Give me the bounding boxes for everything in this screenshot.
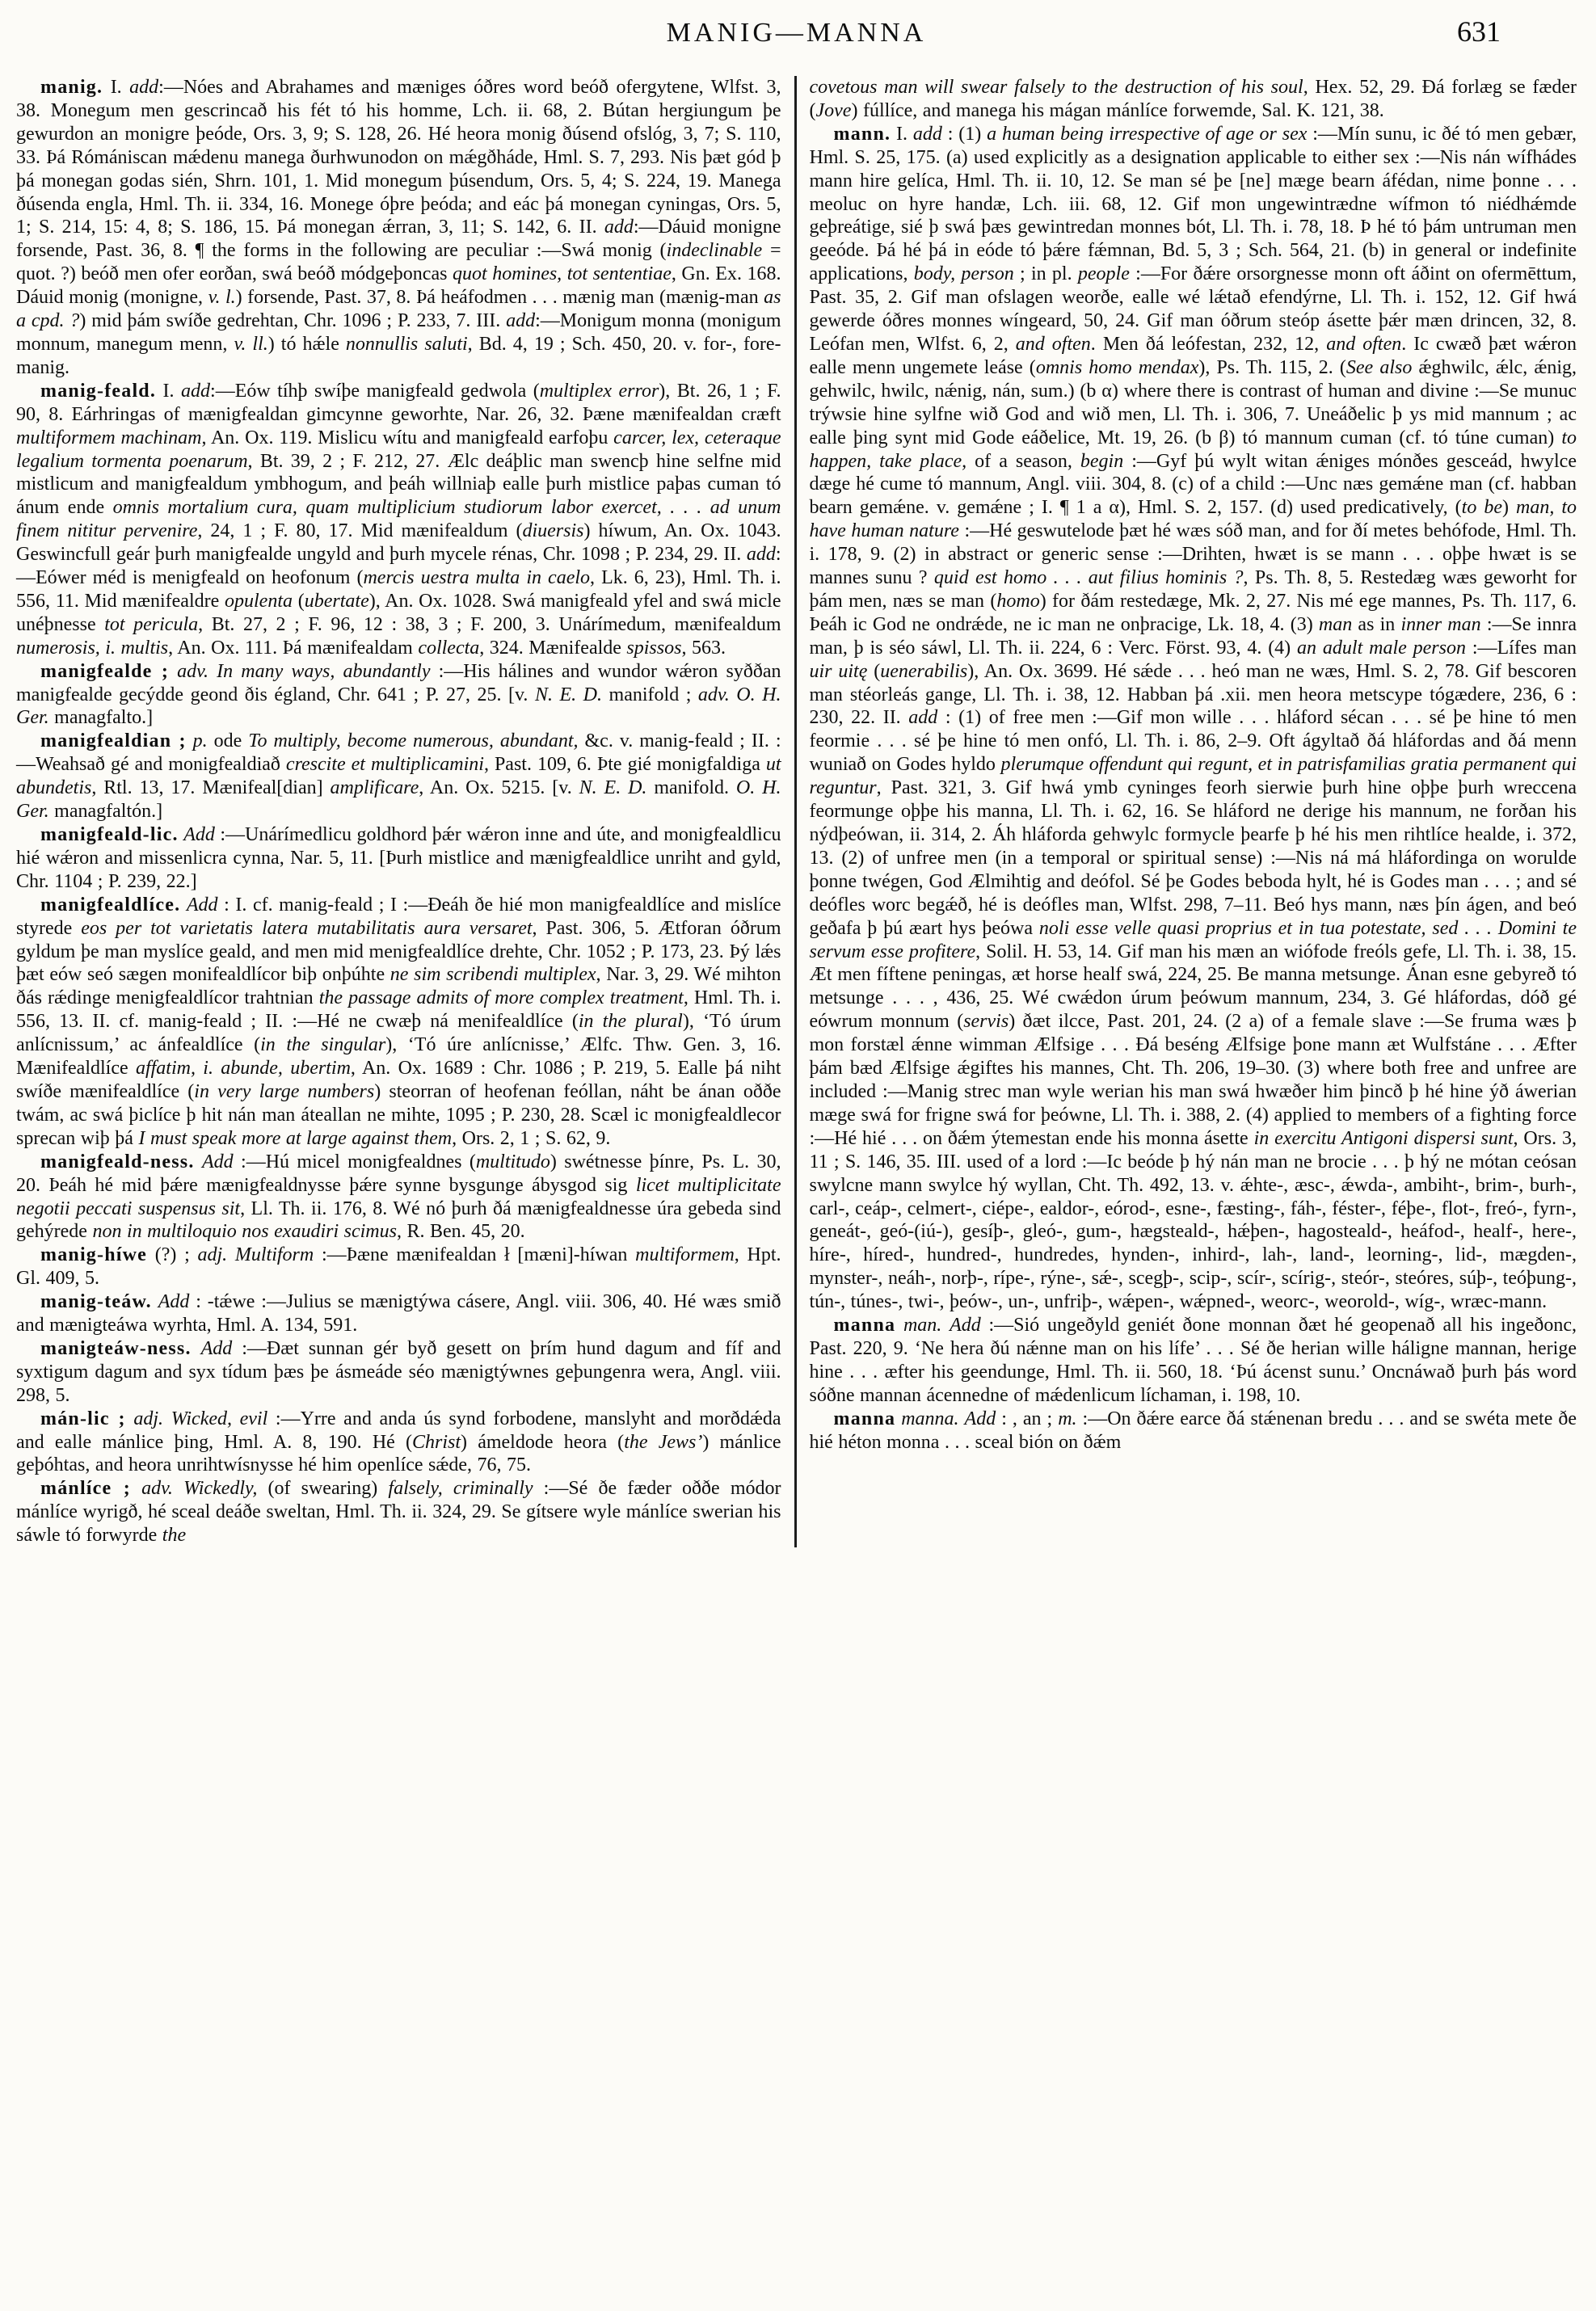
italic-text: I must speak more at large against them [138, 1127, 453, 1149]
italic-text: Add [950, 1315, 981, 1337]
running-title: MANIG—MANNA [666, 18, 927, 48]
body-text: , Hml. Th. i. 556, 13. II. cf. manig-feald ; II. :—Hé ne cwæþ ná menifealdlíce ( [16, 987, 781, 1033]
italic-text: m. [1058, 1408, 1077, 1429]
italic-text: an adult male person [1297, 637, 1466, 659]
body-text: :—His hálines and wundor wǽron syððan manigfealde gecýdde geond ðis égland, Chr. 641 ; P. 27, 25. [v. [16, 660, 781, 705]
entry-manigfealde [16, 660, 781, 730]
body-text: ) tó hǽle [267, 333, 346, 355]
italic-text: to be [1461, 497, 1502, 519]
italic-text: diuersis [522, 520, 584, 542]
italic-text: crescite et multiplicamini [285, 754, 484, 776]
body-text: :—Eówer méd is menigfeald on heofonum ( [16, 544, 781, 589]
headword: manna [833, 1315, 896, 1337]
body-text: I. [156, 380, 182, 402]
body-text: , Past. 321, 3. Gif hwá ymb cyninges feorh sierwie þurh hine oþþe þurh wreccena feormunge oþþe his manna, Ll. Th. i. 62, 16. Se hláford ne derige his mannum, ne forðan his nýdþeówan, ii. 314, 2. Áh hláforda gehwylc formycle þearfe þ hé his men rihtlíce healde, i. 372, 13. (2) of unfree men (in a temporal or spiritual sense) :—Nis ná má hláfordinga on worulde þonne twégen, God Ælmihtig and deófol. Sé þe Godes beboda hylt, hé is Godes man . . . ; and sé deófles worc begǽð, hé is deófles man, Wlfst. 298, 7–11. Beó hys mann, næs þín ágen, and beó geðafa þ þú æart hys þeówa [809, 777, 1577, 939]
italic-text: in exercitu Antigoni dispersi sunt [1253, 1127, 1514, 1149]
body-text [173, 1478, 183, 1499]
italic-text: Jove [815, 99, 852, 121]
body-text: ) [1502, 497, 1516, 519]
entry-manigfeald-ness [16, 1151, 781, 1244]
italic-text: the passage admits of more complex treatment [318, 987, 684, 1009]
body-text: of a season, [966, 450, 1080, 472]
italic-text: add [604, 217, 634, 238]
body-text: : I. cf. manig-feald ; I :—Ðeáh ðe hié mon manigfealdlíce and mislíce styrede [16, 894, 781, 939]
italic-text: To multiply, become numerous, abundant, [248, 730, 579, 752]
body-text: ), An. Ox. 1028. Swá manigfeald yfel and swá micle unéþnesse [16, 590, 781, 635]
body-text: , R. Ben. 45, 20. [396, 1221, 525, 1243]
italic-text: quot homines, tot sententiae [452, 263, 672, 285]
italic-text: p. [192, 730, 208, 752]
headword: manigfeald-lic. [40, 824, 179, 845]
italic-text: Add [186, 894, 218, 916]
body-text: ), ‘Tó úre anlícnisse,’ Ælfc. Thw. Gen. 3, 16. Mænifealdlíce [16, 1034, 781, 1080]
italic-text: collecta [418, 637, 480, 659]
body-text: ) fúllíce, and manega his mágan mánlíce forwemde, Sal. K. 121, 38. [851, 99, 1384, 121]
body-text: (of swearing) [257, 1478, 389, 1500]
italic-text: mercis uestra multa in caelo [363, 567, 591, 589]
body-text: ) for ðám restedæge, Mk. 2, 27. Nis mé ege mannes, Ps. Th. 117, 6. Þeáh ic God ne ondrǽde, ne ic man ne onþracige, Lk. 18, 4. (3) [809, 590, 1577, 635]
body-text: :—Gyf þú wylt witan ǽniges mónðes gesceád, hwylce dæge hé cume tó mannum, Angl. viii. 304, 8. (c) of a child :—Unc næs gemǽne man (cf. habban bearn gemǽne. v. gemǽne ; I. ¶ 1 a α), Hml. S. 2, 157. (d) used predicatively, ( [809, 450, 1577, 519]
text-columns [16, 76, 1577, 1547]
italic-text: plerumque offendunt qui regunt, et in patrisfamilias gratia permanent qui reguntur [809, 754, 1577, 799]
headword: mánlíce ; [40, 1478, 131, 1500]
body-text: ) swétnesse þínre, Ps. L. 30, 20. Þeáh hé mid þǽre mænigfealdnysse þǽre synne bysgunge ábysgod sig [16, 1151, 781, 1196]
italic-text: man. [903, 1315, 942, 1337]
body-text: , Hex. 52, 29. Ðá forlæg se fæder ( [809, 77, 1577, 121]
body-text: :—Monigum monna (monigum monnum, manegum menn, [16, 310, 781, 355]
body-text: ) steorran of heofenan feóllan, náht be ánan oððe twám, ac swá þiclíce þ hit nán man áteallan ne mihte, 1095 ; P. 230, 28. Scæl ic monigfealdlecor sprecan wiþ þá [16, 1080, 781, 1149]
body-text: ), Ps. Th. 115, 2. ( [1198, 356, 1346, 378]
body-text: ( [293, 590, 305, 612]
body-text [163, 1408, 171, 1429]
body-text: , Solil. H. 53, 14. Gif man his mæn an wiófode freóls gefe, Ll. Th. i. 38, 15. Æt men fíftene peningas, æt horse healf swá, 224, 25. Be manna metsunge. Ánan esne gebyreð tó metsunge . . . , 436, 25. Wé cwǽdon úrum þeówum mannum, 234, 3. Gé hláfordas, dóð gé eówrum monnum ( [809, 941, 1577, 1033]
italic-text: Christ [411, 1431, 461, 1453]
italic-text: v. l. [208, 287, 236, 309]
body-text [208, 661, 217, 682]
italic-text: multiformem [635, 1244, 735, 1266]
italic-text: ubertate [304, 590, 369, 612]
italic-text: adj. [133, 1408, 164, 1429]
body-text: : -tǽwe :—Julius se mænigtýwa cásere, Angl. viii. 306, 40. Hé wæs smið and mænigteáwa wyrhta, Hml. A. 134, 591. [16, 1291, 781, 1337]
italic-text: add [129, 77, 159, 98]
body-text: :—Nóes and Abrahames and mæniges óðres word beóð ofergytene, Wlfst. 3, 38. Monegum men gescrincað his fét tó his homme, Lch. ii. 68, 2. Bútan hergiungum þe gewurdon an monigre þeóde, Ors. 3, 9; S. 128, 26. Hé heora monig ðúsend ofslóg, 3, 7; S. 110, 33. Þá Rómániscan mǽdenu manega ðurhwunodon on mǽgðháde, Hml. S. 7, 293. Nis þæt gód þ þá monegan godas sién, Shrn. 101, 1. Mid monegum þúsendum, Ors. 5, 4; S. 224, 19. Manega ðúsenda engla, Hml. Th. ii. 334, 16. Monege óþre þeóda; and eác þá monegan cyningas, Ors. 5, 1; S. 214, 15: 4, 8; S. 186, 15. Þá monegan ǽrran, 3, 11; S. 142, 6. II. [16, 77, 781, 238]
body-text: :—Sió ungeðyld geniét ðone monnan ðæt hé geopenað all his ingeðonc, Past. 220, 9. ‘Ne hera ðú nǽnne man on his lífe’ . . . Sé ðe herian wille háligne mannan, herige hine . . . æfter his geendunge, Hml. Th. ii. 560, 18. ‘Þú ácenst sunu.’ Oncnáwað þurh þás word sóðne mannan ácennedne of mǽdenlicum líchaman, i. 198, 10. [809, 1315, 1577, 1406]
entry-manigteaw-ness [16, 1337, 781, 1408]
body-text: ) híwum, An. Ox. 1043. Geswincfull geár þurh manigfealde ungyld and þurh mycele rénas, Chr. 1098 ; P. 234, 29. II. [16, 520, 781, 566]
italic-text: In many ways, abundantly [217, 660, 431, 682]
italic-text: falsely, criminally [388, 1478, 533, 1500]
italic-text: add [746, 544, 776, 566]
italic-text: N. E. D. [579, 777, 647, 799]
body-text: :—On ðǽre earce ðá stǽnenan bredu . . . and se swéta mete ðe hié héton monna . . . sceal bión on ðǽm [809, 1408, 1577, 1453]
body-text: , Ors. 3, 11 ; S. 146, 35. III. used of a lord :—Ic beóde þ hý nán man ne brocie . . . þ hý ne mótan ceósan swylcne mann swylce hý wyllan, Cht. Th. 492, 13. v. ǽhte-, æsc-, ǽwda-, ambiht-, brim-, burh-, carl-, ceáp-, celmert-, ciépe-, ealdor-, eórod-, esne-, fæsting-, fáh-, féster-, féþe-, flot-, freó-, fyrn-, geneát-, geó-(iú-), gesíþ-, gleó-, gum-, hægsteald-, hǽþen-, hagosteald-, heáfod-, healf-, here-, híre-, híred-, hundred-, hundredes, hynden-, inhird-, lah-, land-, leorning-, lid-, mægden-, mynster-, neáh-, norþ-, rípe-, rýne-, sǽ-, scegþ-, scip-, scír-, scírig-, steór-, steóres, súþ-, teóþung-, tún-, túnes-, twi-, þeów-, un-, unfriþ-, wǽpen-, wǽpned-, weorc-, weorold-, wíg-, wræc-mann. [809, 1127, 1577, 1313]
body-text: :—Þæne mænifealdan ł [mæni]-híwan [314, 1244, 636, 1266]
body-text [169, 661, 177, 682]
body-text: , Ors. 2, 1 ; S. 62, 9. [452, 1127, 611, 1149]
body-text: : (1) of free men :—Gif mon wille . . . hláford sécan . . . sé þe hine tó men feormie . . . sé þe hine tó men onfó, Ll. Th. i. 86, 2–9. Oft ágyltað ðá hláfordas and ðá menn wuniað on Godes hyldo [809, 707, 1577, 776]
italic-text: ne sim scribendi multiplex [390, 964, 596, 986]
headword: manig-feald. [40, 380, 157, 402]
italic-text: in very large numbers [194, 1080, 375, 1102]
italic-text: carcer, lex, ceteraque legalium tormenta poenarum [16, 427, 781, 472]
body-text: ) mid þám swíðe gedrehtan, Chr. 1096 ; P. 233, 7. III. [79, 310, 507, 332]
body-text: ǽghwilc, ǽlc, ǽnig, gehwilc, hwilc, nǽnig, nán, sum.) (b α) where there is contrast of human and divine :—Se munuc trýwsie hine sylfne wið God and wið men, Ll. Th. i. 306, 7. Uneáðelic þ ys mid mannum ; ac ealle þing synt mid Gode eáðelice, Mt. 19, 26. (b β) tó mannum cuman (cf. tó túne cuman) [809, 356, 1577, 448]
column-right [797, 76, 1577, 1547]
italic-text: Add [964, 1408, 996, 1429]
italic-text: omnis mortalium cura, quam multiplicium studiorum labor exercet, . . . ad unum finem nititur pervenire [16, 497, 781, 542]
body-text: , An. Ox. 1689 : Chr. 1086 ; P. 219, 5. Ealle þá niht swíðe mænifealdlíce ( [16, 1058, 781, 1102]
italic-text: manna. [901, 1408, 959, 1429]
entry-manna-man [810, 1314, 1577, 1408]
body-text: :—Hú micel monigfealdnes ( [233, 1151, 476, 1172]
body-text: as in [1352, 613, 1401, 635]
italic-text: in the singular [260, 1034, 386, 1056]
body-text: :—Unárímedlicu goldhord þǽr wǽron inne and úte, and monigfealdlicu hié wǽron and missenlicra cynna, Nar. 5, 11. [Þurh mistlice and mænigfealdlice unriht and gyld, Chr. 1104 ; P. 239, 22.] [16, 824, 781, 892]
body-text: , Past. 306, 5. Ætforan óðrum gyldum þe man myslíce geald, and men mid menigfealdlíce drehte, Chr. 1052 ; P. 173, 23. Þý lǽs þæt eów seó sægen monifealdlícor biþ onþúhte [16, 917, 781, 986]
body-text [131, 1478, 141, 1499]
italic-text: numerosis, i. multis [16, 637, 169, 659]
body-text: , Bd. 4, 19 ; Sch. 450, 20. v. for-, fore-manig. [16, 333, 781, 378]
italic-text: quid est homo . . . aut filius hominis ? [933, 567, 1244, 589]
italic-text: body, person [913, 263, 1014, 285]
body-text: : , an ; [996, 1408, 1059, 1429]
italic-text: adv. O. H. Ger. [16, 684, 781, 729]
italic-text: man [1318, 613, 1353, 635]
italic-text: O. H. Ger. [16, 777, 781, 823]
headword: manigfealdian ; [40, 730, 187, 752]
headword: manigfealdlíce. [40, 894, 181, 916]
headword: manigfealde ; [40, 660, 170, 682]
body-text: , An. Ox. 119. Mislicu wítu and manigfeald earfoþu [201, 427, 614, 448]
italic-text: multiplex error [539, 380, 659, 402]
body-text: I. [891, 123, 913, 145]
body-text: ), ‘Tó úrum anlícnissum,’ ac ánfealdlíce ( [16, 1011, 781, 1056]
body-text [895, 1315, 903, 1336]
body-text: :—Yrre and anda ús synd forbodene, manslyht and morðdǽda and ealle mánlice þing, Hml. A. 8, 190. Hé ( [16, 1408, 781, 1453]
entry-manigfeald-lic [16, 823, 781, 894]
body-text: ), Bt. 26, 1 ; F. 90, 8. Eárhringas of mænigfealdan gimcynne geworhte, Nar. 26, 32. Þæne mænifealdan cræft [16, 380, 781, 425]
italic-text: begin [1080, 450, 1124, 472]
italic-text: spissos [626, 637, 682, 659]
body-text: , Nar. 3, 29. Wé mihton ðás rǽdinge menigfealdlícor trahtnian [16, 964, 781, 1009]
italic-text: uenerabilis [880, 660, 968, 682]
body-text [959, 1408, 965, 1429]
body-text: :—Hé geswutelode þæt hé wæs sóð man, and for ðí metes behófode, Hml. Th. i. 178, 9. (2) in abstract or generic sense :—Drihten, hwæt is se mann . . . oþþe hwæt is se mannes sunu ? [809, 520, 1577, 589]
italic-text: ut abundetis [16, 754, 781, 799]
italic-text: multiformem machinam [16, 427, 202, 448]
body-text: :—Mín sunu, ic ðé tó men gebær, Hml. S. 25, 175. (a) used explicitly as a designation applicable to either sex :—Nis nán wífhádes mann hire gelíca, Hml. Th. ii. 10, 12. Se man sé þe [ne] mæge bearn áfédan, nime þonne . . . meoluc on hyre handæ, Lch. iii. 68, 12. Gif mon ungewintrædne wífmon tó niédhǽmde geþreátige, sié þ swá þæs gewintredan monnes bót, Ll. Th. i. 78, 18. Þ hé tó þám untruman men geeóde. Þá hé þá in eóde tó þǽre fǽmnan, Bd. 5, 3 ; Sch. 564, 21. (b) in general or indefinite applications, [809, 123, 1577, 285]
italic-text: in the plural [578, 1011, 683, 1033]
body-text: :—Se innra man, þ is séo sáwl, Ll. Th. ii. 224, 6 : Verc. Först. 93, 4. (4) [809, 613, 1577, 659]
headword: mán-lic ; [40, 1408, 126, 1429]
body-text: :—Lífes man [1465, 637, 1577, 659]
entry-manig-teaw [16, 1290, 781, 1337]
headword: manigfeald-ness. [40, 1151, 195, 1172]
italic-text: non in multiloquio nos exaudiri scimus [92, 1221, 397, 1243]
headword: manig. [40, 77, 103, 98]
body-text: managfaltón.] [48, 801, 163, 823]
body-text: , Rtl. 13, 17. Mænifeal[dian] [91, 777, 331, 799]
body-text: , An. Ox. 111. Þá mænifealdam [168, 637, 419, 659]
page-header [16, 8, 1577, 65]
entry-manna-manna [810, 1408, 1577, 1454]
body-text: manifold ; [602, 684, 698, 705]
body-text: , An. Ox. 5215. [v. [419, 777, 579, 799]
italic-text: as a cpd. ? [16, 287, 781, 332]
body-text: , Lk. 6, 23), Hml. Th. i. 556, 11. Mid mænifealdre [16, 567, 781, 612]
italic-text: add [181, 380, 211, 402]
body-text: managfalto.] [48, 707, 154, 729]
italic-text: nonnullis saluti [345, 333, 468, 355]
entry-man-lic [16, 1408, 781, 1478]
page-number: 631 [1457, 15, 1501, 48]
italic-text: amplificare [330, 777, 419, 799]
body-text: :—For ðǽre orsorgnesse monn oft áðint on ofermēttum, Past. 35, 2. Gif man ofslagen weorðe, ealle wé lǽtað efendýrne, Ll. Th. i. 152, 12. Gif hwá gewerde óðres monnes wíngeard, 50, 24. Gif man óðrum steóp ásette þǽr mæn drincen, 32, 8. Leófan men, Wlfst. 6, 2, [809, 263, 1577, 355]
italic-text: adj. [197, 1244, 228, 1266]
italic-text: opulenta [225, 590, 293, 612]
italic-text: tot pericula [104, 613, 199, 635]
italic-text: add [912, 123, 942, 145]
body-text: ) ámeldode heora ( [461, 1431, 625, 1453]
italic-text: man, to have human nature [809, 497, 1577, 542]
body-text [227, 1244, 235, 1265]
body-text [941, 1315, 950, 1336]
italic-text: eos per tot varietatis latera mutabilitatis aura versaret [81, 917, 533, 939]
body-text: , Ps. Th. 8, 5. Restedæg wæs geworht for þám men, næs se man ( [809, 567, 1577, 612]
body-text: ; in pl. [1013, 263, 1078, 285]
body-text: :—Dáuid monigne forsende, Past. 36, 8. ¶ the forms in the following are peculiar :—Swá monig ( [16, 217, 781, 262]
italic-text: Add [158, 1291, 190, 1313]
body-text: , 563. [681, 637, 726, 659]
italic-text: and often [1326, 333, 1402, 355]
body-text: , 324. Mænifealde [479, 637, 627, 659]
italic-text: Wicked, evil [171, 1408, 268, 1429]
italic-text: Wickedly, [183, 1478, 258, 1500]
italic-text: adv. [141, 1478, 173, 1500]
italic-text: covetous man will swear falsely to the destruction of his soul [809, 77, 1303, 98]
italic-text: uir uitę [809, 660, 868, 682]
italic-text: N. E. D. [534, 684, 603, 705]
entry-manig-hiwe [16, 1244, 781, 1290]
entry-manigfealdlice [16, 894, 781, 1151]
entry-manigfealdian [16, 730, 781, 823]
headword: manig-híwe [40, 1244, 147, 1266]
italic-text: Add [201, 1151, 234, 1172]
body-text: . Ic cwæð þæt wǽron ealle menn ungemete leáse ( [809, 333, 1577, 378]
body-text: , Bt. 39, 2 ; F. 212, 27. Ælc deáþlic man swencþ hine selfne mid mistlicum and manigfealdum ymbhogum, and þeáh willniaþ ealle þurh mistlice paþas cuman tó ánum ende [16, 450, 781, 519]
italic-text: omnis homo mendax [1035, 356, 1199, 378]
body-text: , Hpt. Gl. 409, 5. [16, 1244, 781, 1290]
italic-text: Add [200, 1337, 233, 1359]
body-text: , Bt. 27, 2 ; F. 96, 12 : 38, 3 ; F. 200, 3. Unárímedum, mænifealdum [198, 613, 781, 635]
body-text: , 24, 1 ; F. 80, 17. Mid mænifealdum ( [197, 520, 523, 542]
body-text: :—Ðæt sunnan gér byð gesett on þrím hund dagum and fíf and syxtigum dagum and syx tídum þæs þe ásmeáde séo mænigtýwnes geþungenra wera, Angl. viii. 298, 5. [16, 1337, 781, 1406]
entry-manig-feald [16, 380, 781, 660]
headword: manigteáw-ness. [40, 1337, 192, 1359]
italic-text: indeclinable [666, 240, 763, 262]
body-text: : (1) [941, 123, 987, 145]
italic-text: multitudo [475, 1151, 550, 1172]
body-text: , Gn. Ex. 168. Dáuid monig (monigne, [16, 263, 781, 309]
body-text [126, 1408, 134, 1429]
entry-manlice-continued [810, 76, 1577, 123]
body-text [192, 1338, 201, 1359]
body-text [187, 730, 193, 751]
body-text: ) forsende, Past. 37, 8. Þá heáfodmen . . . mænig man (mænig-man [235, 287, 764, 309]
body-text: ) ðæt ilcce, Past. 201, 24. (2 a) of a female slave :—Se fruma wæs þ mon forstæl ǽnne wimman Ælfsige . . . Ðá beséng Ælfsige þone mann æt Wulfstáne . . . Æfter þám bæd Ælfsige ǽgiftes his mannes, Cht. Th. 206, 19–30. (3) where both free and unfree are included :—Manig strec man wyle werian his man swá hwæðer him þincð þ hé hine ýð áwerian mæge swá for frigne swá for þeówne, Ll. Th. i. 388, 2. (4) applied to members of a fighting force :—Hé hié . . . on ðǽm ýtemestan ende his monna ásette [809, 1011, 1577, 1149]
body-text: , Ll. Th. ii. 176, 8. Wé nó þurh ðá mænigfealdnesse úra gebeda sind gehýrede [16, 1198, 781, 1243]
headword: mann. [833, 123, 891, 145]
italic-text: to happen, take place, [809, 427, 1577, 472]
italic-text: and often [1015, 333, 1091, 355]
italic-text: v. ll. [234, 333, 268, 355]
body-text: :—Sé ðe fæder oððe módor mánlíce wyrigð, hé sceal deáðe sweltan, Hml. Th. ii. 324, 29. Se gítsere wyle mánlíce swerian his sáwle tó forwyrde [16, 1478, 781, 1547]
body-text: = quot. ?) beóð men ofer eorðan, swá beóð módgeþoncas [16, 240, 781, 285]
body-text: (?) ; [147, 1244, 198, 1266]
italic-text: homo [996, 590, 1040, 612]
body-text: manifold. [646, 777, 736, 799]
italic-text: add [506, 310, 536, 332]
italic-text: noli esse velle quasi proprius et in tua potestate, sed . . . Domini te servum esse profitere [809, 917, 1577, 962]
italic-text: affatim, i. abunde, ubertim [135, 1058, 351, 1080]
body-text [195, 1151, 202, 1172]
body-text: &c. v. manig-feald ; II. :—Weahsað gé and monigfealdiað [16, 730, 781, 776]
italic-text: servis [963, 1011, 1009, 1033]
body-text: I. [103, 77, 130, 98]
body-text [180, 895, 187, 916]
italic-text: Multiform [234, 1244, 314, 1266]
italic-text: the [162, 1525, 187, 1547]
entry-manig [16, 76, 781, 380]
headword: manig-teáw. [40, 1291, 152, 1313]
body-text: . Men ðá leófestan, 232, 12, [1090, 333, 1327, 355]
body-text: :—Eów tíhþ swíþe manigfeald gedwola ( [210, 380, 540, 402]
italic-text: people [1077, 263, 1130, 285]
italic-text: add [908, 707, 938, 729]
headword: manna [833, 1408, 896, 1429]
column-left [16, 76, 797, 1547]
body-text: , Past. 109, 6. Þte gié monigfaldiga [483, 754, 766, 776]
italic-text: the Jews’ [624, 1431, 703, 1453]
body-text: ), An. Ox. 3699. Hé sǽde . . . heó man ne wæs, Hml. S. 2, 78. Gif bescoren man stéorleás gange, Ll. Th. i. 38, 12. Habban þá .xii. men heora metscype tógædere, 236, 6 : 230, 22. II. [809, 660, 1577, 729]
italic-text: See also [1345, 356, 1413, 378]
italic-text: Add [183, 824, 215, 845]
body-text [152, 1291, 158, 1312]
italic-text: a human being irrespective of age or sex [987, 123, 1308, 145]
body-text: ( [867, 660, 881, 682]
italic-text: inner man [1400, 613, 1481, 635]
italic-text: licet multiplicitate negotii peccati suspensus sit [16, 1174, 781, 1219]
entry-mann [810, 123, 1577, 1314]
body-text: ode [207, 730, 249, 752]
italic-text: adv. [177, 660, 209, 682]
body-text: ) mánlice geþóhtas, and heora unrihtwísnysse hé him openlíce sǽde, 76, 75. [16, 1431, 781, 1476]
entry-manlice [16, 1477, 781, 1547]
